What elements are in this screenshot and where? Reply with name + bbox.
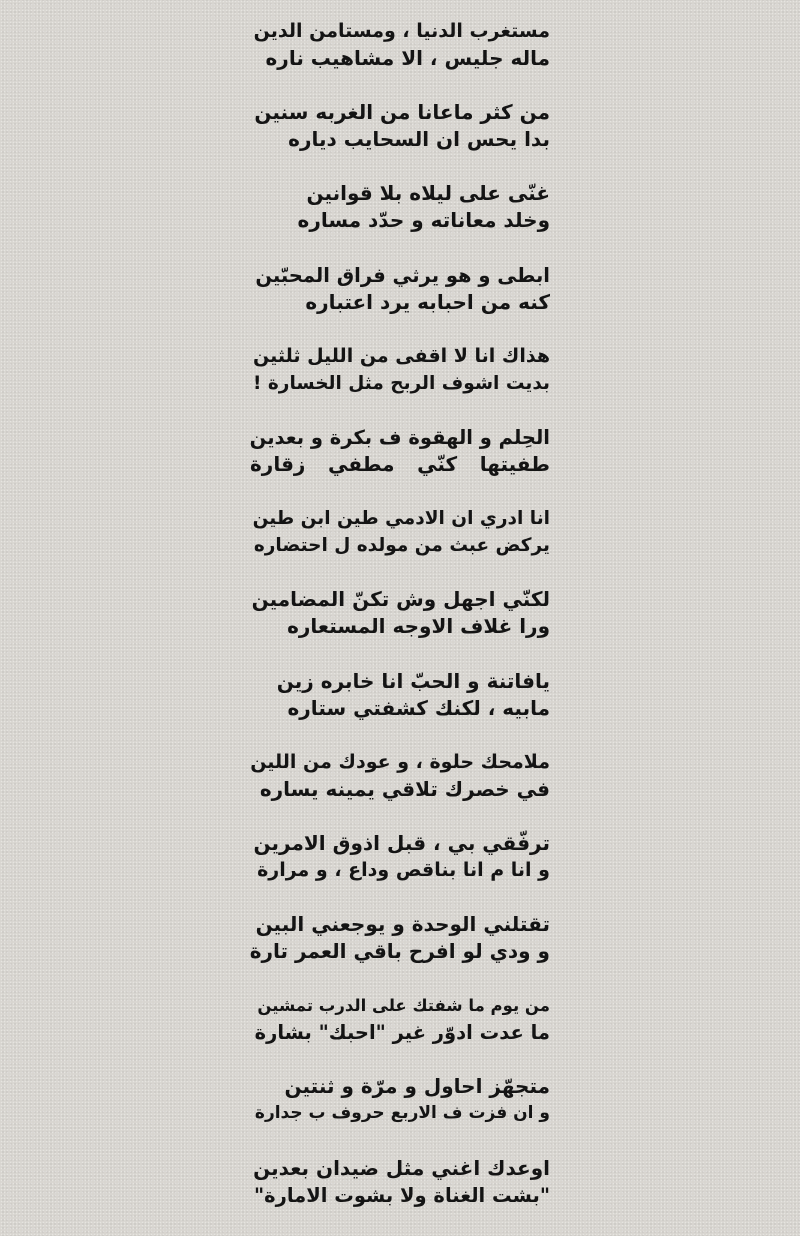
stanza (250, 180, 550, 261)
verse-line: وخلد معاناته و حدّد مساره (297, 208, 550, 233)
verse-line: طفيتها كنّي مطفي زقارة (250, 451, 550, 476)
stanza (250, 992, 550, 1073)
verse-line: لكنّي اجهل وش تكنّ المضامين (251, 587, 550, 612)
stanza (250, 830, 550, 911)
verse-line: كنه من احبابه يرد اعتباره (305, 289, 550, 314)
stanza (250, 424, 550, 505)
stanza (250, 668, 550, 749)
verse-line: متجهّز احاول و مرّة و ثنتين (284, 1074, 550, 1099)
verse-line: ورا غلاف الاوجه المستعاره (287, 614, 550, 639)
stanza (250, 1155, 550, 1236)
verse-line: تقتلني الوحدة و يوجعني البين (255, 912, 550, 937)
verse-line: بدا يحس ان السحايب دياره (288, 127, 550, 152)
stanza (250, 1073, 550, 1154)
verse-line: و انا م انا بناقص وداع ، و مرارة (257, 858, 550, 881)
stanza (250, 343, 550, 424)
verse-line: اوعدك اغني مثل ضيدان بعدين (253, 1155, 550, 1180)
verse-line: و ان فزت ف الاربع حروف ب جدارة (254, 1103, 550, 1124)
stanza (250, 262, 550, 343)
verse-line: مستغرب الدنيا ، ومستامن الدين (253, 20, 550, 42)
verse-line: مابيه ، لكنك كشفتي ستاره (287, 695, 550, 720)
verse-line: ما عدت ادوّر غير "احبك" بشارة (254, 1021, 550, 1045)
verse-line: ترفّقي بي ، قبل اذوق الامرين (253, 830, 550, 855)
stanza (250, 586, 550, 667)
stanza (250, 749, 550, 830)
stanza (250, 99, 550, 180)
verse-line: الحِلم و الهقوة ف بكرة و بعدين (249, 425, 550, 449)
verse-line: من كثر ماعانا من الغربه سنين (254, 100, 550, 125)
verse-line: ملامحك حلوة ، و عودك من اللين (250, 750, 550, 773)
verse-line: ابطى و هو يرثي فراق المحبّين (255, 263, 550, 287)
verse-line: ماله جليس ، الا مشاهيب ناره (265, 46, 550, 70)
verse-line: يافاتنة و الحبّ انا خابره زين (276, 668, 550, 693)
stanza (250, 18, 550, 99)
verse-line: في خصرك تلاقي يمينه يساره (259, 776, 550, 801)
verse-line: انا ادري ان الادمي طين ابن طين (252, 508, 550, 530)
verse-line: بديت اشوف الربح مثل الخسارة ! (253, 372, 550, 394)
poem-text (250, 18, 550, 1236)
verse-line: غنّى على ليلاه بلا قوانين (306, 181, 550, 206)
stanza (250, 911, 550, 992)
stanza (250, 505, 550, 586)
verse-line: من يوم ما شفتك على الدرب تمشين (257, 996, 550, 1016)
verse-line: يركض عبث من مولده ل احتضاره (253, 535, 550, 557)
verse-line: هذاك انا لا اقفى من الليل ثلثين (252, 344, 550, 367)
verse-line: "بشت الغناة ولا بشوت الامارة" (253, 1183, 550, 1207)
verse-line: و ودي لو افرح باقي العمر تارة (249, 939, 550, 964)
